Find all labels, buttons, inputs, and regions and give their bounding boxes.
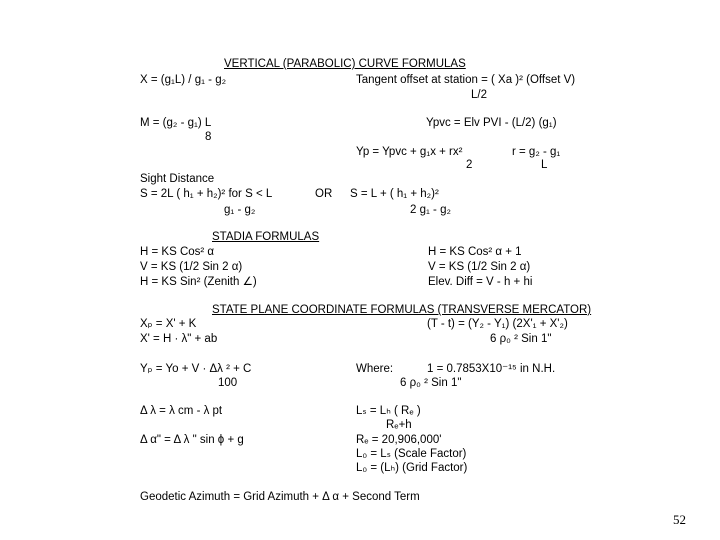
where-formula: 1 = 0.7853X10⁻¹⁵ in N.H. xyxy=(427,363,556,375)
delta-alpha-formula: Δ α" = Δ λ " sin ϕ + g xyxy=(140,434,244,446)
lg-scale-formula: L₀ = Lₛ (Scale Factor) xyxy=(356,448,467,460)
geodetic-azimuth-formula: Geodetic Azimuth = Grid Azimuth + Δ α + Second Term xyxy=(140,491,420,503)
page-number: 52 xyxy=(673,512,686,527)
state-yp-formula: Yₚ = Yo + V · Δλ ² + C xyxy=(140,363,252,375)
sight-distance-label: Sight Distance xyxy=(140,173,215,185)
m-formula: M = (g₂ - g₁) L xyxy=(140,117,212,129)
lg-grid-formula: L₀ = (Lₕ) (Grid Factor) xyxy=(356,462,468,474)
stadia-heading: STADIA FORMULAS xyxy=(212,231,320,243)
state-plane-heading: STATE PLANE COORDINATE FORMULAS (TRANSVERSE MERCATOR) xyxy=(212,304,592,316)
tangent-offset-denominator: L/2 xyxy=(471,89,487,101)
r-denominator: L xyxy=(541,159,548,171)
where-label: Where: xyxy=(356,363,394,375)
vertical-curve-heading: VERTICAL (PARABOLIC) CURVE FORMULAS xyxy=(224,58,466,70)
where-denominator: 6 ρ₀ ² Sin 1" xyxy=(400,377,462,389)
sight-distance-or: OR xyxy=(315,188,333,200)
r-formula: r = g₂ - g₁ xyxy=(512,146,561,158)
stadia-right-1: H = KS Cos² α + 1 xyxy=(428,246,522,258)
re-value: Rₑ = 20,906,000' xyxy=(356,434,442,446)
stadia-left-1: H = KS Cos² α xyxy=(140,246,215,258)
ls-denominator: Rₑ+h xyxy=(386,419,412,431)
state-yp-denominator: 100 xyxy=(218,377,238,389)
x-prime-formula: X' = H · λ" + ab xyxy=(140,333,218,345)
sight-distance-formula-gt: S = L + ( h₁ + h₂)² xyxy=(350,188,439,200)
m-denominator: 8 xyxy=(205,131,212,143)
x-formula: X = (g₁L) / g₁ - g₂ xyxy=(140,74,227,86)
t-t-formula: (T - t) = (Y₂ - Y₁) (2X'₁ + X'₂) xyxy=(427,318,568,330)
sight-distance-gt-denominator: 2 g₁ - g₂ xyxy=(410,204,451,216)
tangent-offset-formula: Tangent offset at station = ( Xa )² (Offset V) xyxy=(356,74,576,86)
yp-formula: Yp = Ypvc + g₁x + rx² xyxy=(356,146,463,158)
t-t-denominator: 6 ρ₀ ² Sin 1" xyxy=(490,333,552,345)
stadia-left-2: V = KS (1/2 Sin 2 α) xyxy=(140,261,243,273)
stadia-left-3: H = KS Sin² (Zenith ∠) xyxy=(140,276,257,288)
xp-formula: Xₚ = X' + K xyxy=(140,318,197,330)
ls-formula: Lₛ = Lₕ ( Rₑ ) xyxy=(356,405,421,417)
stadia-right-3: Elev. Diff = V - h + hi xyxy=(428,276,533,288)
sight-distance-lt-denominator: g₁ - g₂ xyxy=(224,204,256,216)
sight-distance-formula-lt: S = 2L ( h₁ + h₂)² for S < L xyxy=(140,188,273,200)
delta-lambda-formula: Δ λ = λ cm - λ pt xyxy=(140,405,223,417)
yp-denominator: 2 xyxy=(466,159,473,171)
stadia-right-2: V = KS (1/2 Sin 2 α) xyxy=(428,261,531,273)
ypvc-formula: Ypvc = Elv PVI - (L/2) (g₁) xyxy=(426,117,557,129)
